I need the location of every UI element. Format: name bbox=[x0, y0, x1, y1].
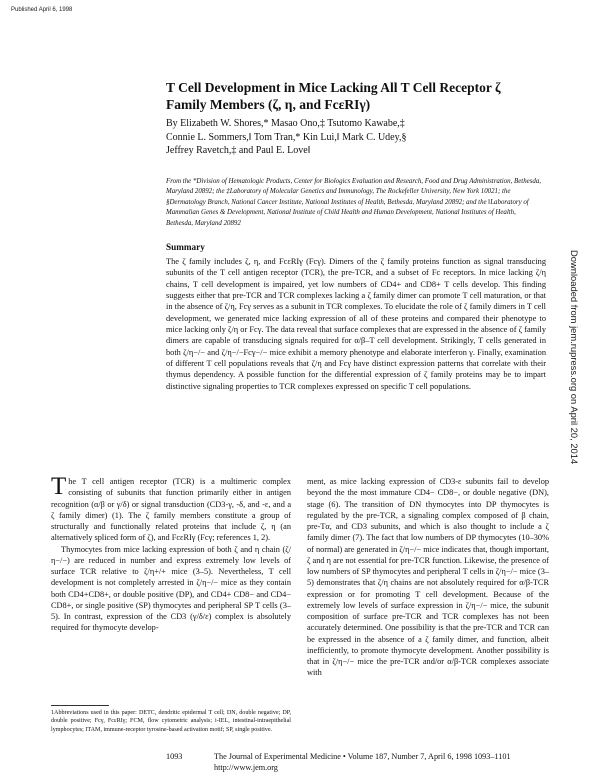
intro-paragraph bbox=[51, 473, 291, 544]
journal-citation: The Journal of Experimental Medicine • Volume 187, Number 7, April 6, 1998 1093–1101 bbox=[214, 752, 511, 761]
footnote-divider bbox=[51, 705, 109, 706]
title-line-2: Family Members (ζ, η, and FcεRIγ) bbox=[166, 97, 371, 112]
affiliations: From the *Division of Hematologic Products, Center for Biologics Evaluation and Research, Food and Drug Administration, Bethesda, Maryland 20892; the ‡Laboratory of Molecular Genetics and Immunology, The Rockefeller University, New York 10021; the §Dermatology Branch, National Cancer Institute, National Institutes of Health, Bethesda, Maryland 20892; and the ‖Laboratory of Mammalian Genes & Development, National Institute of Child Health and Human Development, National Institutes of Health, Bethesda, Maryland 20892 bbox=[166, 178, 541, 227]
author-line-1: By Elizabeth W. Shores,* Masao Ono,‡ Tsutomo Kawabe,‡ bbox=[166, 118, 405, 129]
author-line-2: Connie L. Sommers,‖ Tom Tran,* Kin Lui,‖ Mark C. Udey,§ bbox=[166, 131, 407, 143]
published-date: Published April 6, 1998 bbox=[11, 7, 73, 13]
page-number: 1093 bbox=[166, 752, 183, 761]
author-list bbox=[166, 117, 556, 158]
journal-url[interactable]: http://www.jem.org bbox=[214, 763, 278, 772]
body-column-left bbox=[51, 473, 291, 634]
article-title bbox=[166, 79, 576, 113]
summary-heading: Summary bbox=[166, 242, 205, 252]
intro-text: he T cell antigen receptor (TCR) is a multimeric complex consisting of subunits that function primarily either in antigen recognition (α/β or γ/δ) or signal transduction (CD3-γ, -δ, and -ε, and a ζ family dimer) (1). The ζ family members constitute a group of structurally and functionally related proteins that include ζ, η (an alternatively spliced form of ζ), and FcεRIγ (Fcγ; references 1, 2). bbox=[51, 477, 291, 543]
body-paragraph-right: ment, as mice lacking expression of CD3-ε subunits fail to develop beyond the the most immature CD4− CD8−, or double negative (DN), stage (6). The transition of DN thymocytes into DP thymocytes is regulated by the pre-TCR, a signaling complex composed of β chain, pre-Tα, and CD3 subunits, and which is also thought to include a ζ family dimer (7). The fact that low numbers of DP thymocytes (10–30% of normal) are generated in ζ/η−/− mice indicates that, though important, ζ and η are not essential for pre-TCR function. Likewise, the presence of low numbers of SP thymocytes and peripheral T cells in ζ/η−/− mice (3–5) demonstrates that ζ/η chains are not absolutely required for α/β-TCR expression or for promoting T cell development. Because of the extremely low levels of surface expression in ζ/η−/− mice, the subunit composition of surface pre-TCR and TCR complexes has not been accurately determined. One possibility is that the pre-TCR and TCR can be expressed in the absence of a ζ family dimer, and function, albeit inefficiently, to promote thymocyte development. Another possibility is that in ζ/η−/− mice the pre-TCR and/or α/β-TCR complexes associate with bbox=[307, 477, 549, 678]
summary-text: The ζ family includes ζ, η, and FcεRIγ (Fcγ). Dimers of the ζ family proteins function as signal transducing subunits of the T cell antigen receptor (TCR), the pre-TCR, and a subset of Fc receptors. In mice lacking ζ/η chains, T cell development is impaired, yet low numbers of CD4+ and CD8+ T cells develop. This finding suggests either that pre-TCR and TCR complexes lacking a ζ family dimer can promote T cell maturation, or that in the absence of ζ/η, Fcγ serves as a subunit in TCR complexes. To elucidate the role of ζ family dimers in T cell development, we generated mice lacking expression of all of these proteins and compared their phenotype to mice lacking only ζ/η or Fcγ. The data reveal that surface complexes that are expressed in the absence of ζ family dimers are capable of transducing signals required for α/β–T cell development. Strikingly, T cells generated in both ζ/η−/− and ζ/η−/−Fcγ−/− mice exhibit a memory phenotype and elaborate interferon γ. Finally, examination of different T cell populations reveals that ζ/η and Fcγ have distinct expression patterns that correlate with their thymus dependency. A possible function for the differential expression of ζ family proteins may be to impart distinctive signaling properties to TCR complexes expressed on specific T cell populations. bbox=[166, 257, 546, 391]
body-paragraph: Thymocytes from mice lacking expression of both ζ and η chain (ζ/η−/−) are reduced in number and express extremely low levels of surface TCR relative to ζ/η+/+ mice (3–5). Nevertheless, T cell development is not completely arrested in ζ/η−/− mice as they contain both CD4+CD8+, or double positive (DP), and CD4+ CD8− and CD4− CD8+, or single positive (SP) thymocytes and peripheral SP T cells (3–5). In contrast, expression of the CD3 (γ/δ/ε) complex is absolutely required for thymocyte develop- bbox=[51, 544, 291, 633]
title-line-1: T Cell Development in Mice Lacking All T Cell Receptor ζ bbox=[166, 80, 501, 95]
footnote: 1Abbreviations used in this paper: DETC, dendritic epidermal T cell; DN, double negative; DP, double positive; Fcγ, FcεRIγ; FCM, flow cytometric analysis; i-IEL, intestinal-intraepithelial lymphocytes; ITAM, immune-receptor tyrosine-based activation motif; SP, single positive. bbox=[51, 710, 291, 733]
page-footer bbox=[166, 751, 566, 773]
drop-cap: T bbox=[51, 473, 67, 500]
download-watermark: Downloaded from jem.rupress.org on April 20, 2014 bbox=[569, 250, 580, 465]
body-column-right bbox=[307, 476, 549, 679]
author-line-3: Jeffrey Ravetch,‡ and Paul E. Love‖ bbox=[166, 145, 311, 156]
